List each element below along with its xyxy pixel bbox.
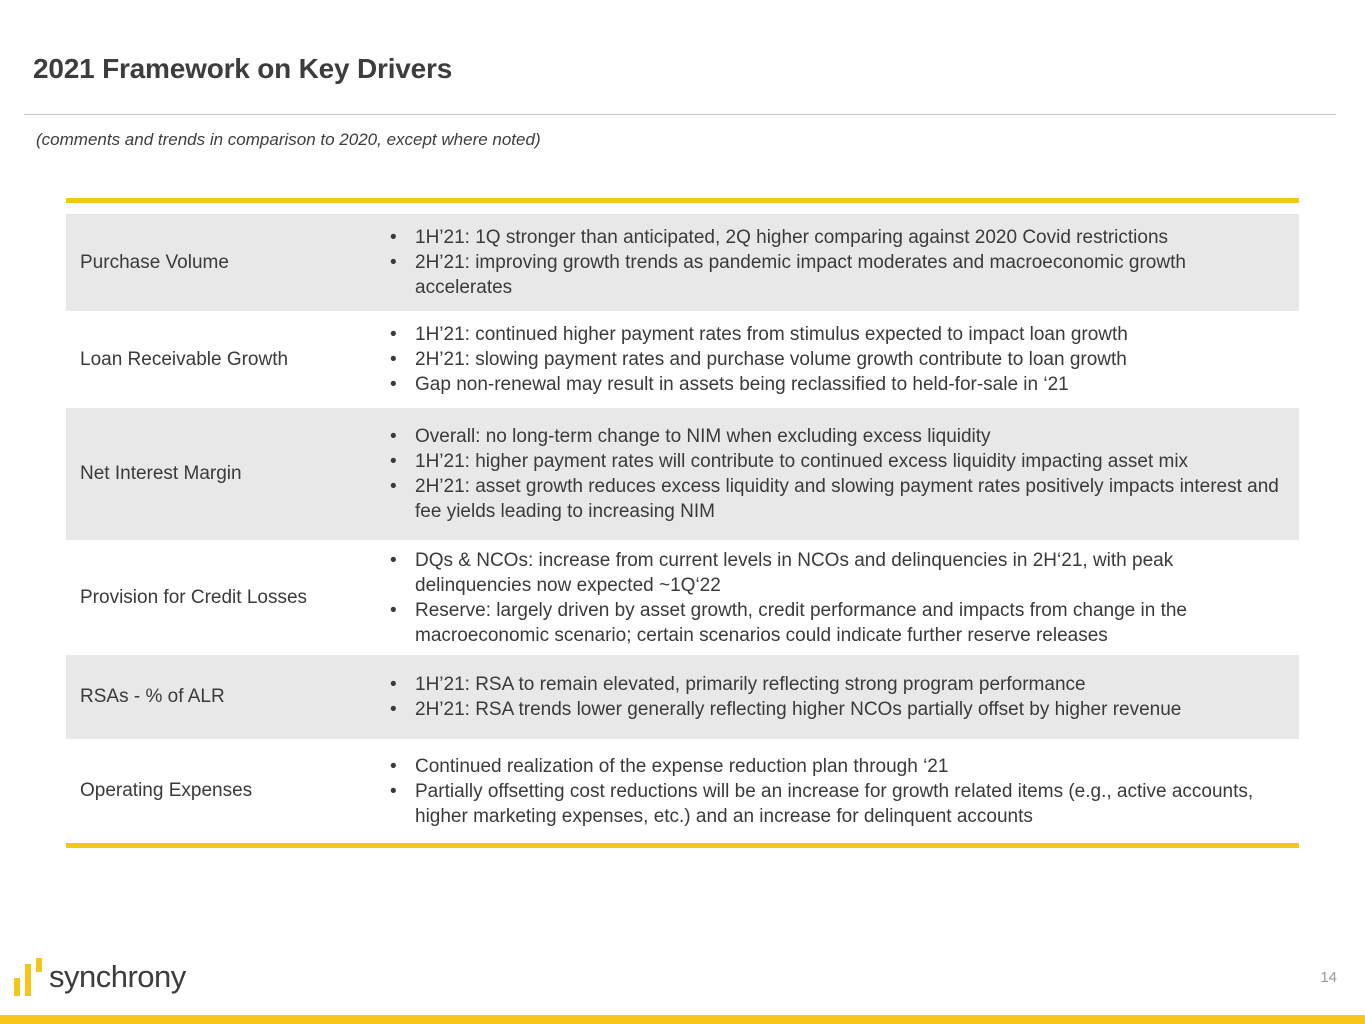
table-bottom-rule [66, 843, 1299, 848]
row-label: Operating Expenses [80, 780, 253, 801]
table-row-rsas [66, 655, 1299, 739]
table-row-operating-expenses [66, 739, 1299, 843]
table-row-purchase-volume [66, 214, 1299, 311]
row-bullets [382, 754, 1299, 829]
row-label: Purchase Volume [80, 251, 229, 273]
table-row-net-interest-margin [66, 408, 1299, 540]
bullet-item: • 1H’21: 1Q stronger than anticipated, 2Q higher comparing against 2020 Covid restrictions [382, 225, 1279, 250]
table-top-rule [66, 198, 1299, 203]
table-row-provision-credit-losses [66, 540, 1299, 655]
bullet-item: • DQs & NCOs: increase from current levels in NCOs and delinquencies in 2H‘21, with peak delinquencies now expected ~1Q‘22 [382, 548, 1279, 598]
bullet-item: • 2H’21: asset growth reduces excess liquidity and slowing payment rates positively impacts interest and fee yields leading to increasing NIM [382, 474, 1279, 524]
row-bullets [382, 322, 1299, 397]
table-row-loan-receivable-growth [66, 311, 1299, 408]
bullet-item: • 1H’21: continued higher payment rates from stimulus expected to impact loan growth [382, 322, 1279, 347]
logo-wordmark: synchrony [49, 959, 186, 994]
page-title: 2021 Framework on Key Drivers [33, 53, 453, 84]
bullet-item: • 2H’21: RSA trends lower generally reflecting higher NCOs partially offset by higher revenue [382, 697, 1279, 722]
row-bullets [382, 225, 1299, 300]
synchrony-logo [14, 958, 186, 996]
footer-band [0, 1015, 1365, 1024]
bullet-item: • 1H’21: RSA to remain elevated, primarily reflecting strong program performance [382, 672, 1279, 697]
row-label: Loan Receivable Growth [80, 348, 289, 370]
bullet-item: • 1H’21: higher payment rates will contribute to continued excess liquidity impacting asset mix [382, 449, 1279, 474]
bullet-item: • Reserve: largely driven by asset growth, credit performance and impacts from change in the macroeconomic scenario; certain scenarios could indicate further reserve releases [382, 598, 1279, 648]
bullet-item: • Gap non-renewal may result in assets being reclassified to held-for-sale in ‘21 [382, 372, 1279, 397]
row-label: Net Interest Margin [80, 463, 242, 484]
bullet-item: • 2H’21: slowing payment rates and purchase volume growth contribute to loan growth [382, 347, 1279, 372]
bullet-item: • 2H’21: improving growth trends as pandemic impact moderates and macroeconomic growth accelerates [382, 250, 1279, 300]
key-drivers-table [66, 198, 1299, 848]
row-bullets [382, 548, 1299, 648]
title-divider [24, 114, 1336, 115]
page-subtitle: (comments and trends in comparison to 2020, except where noted) [36, 130, 541, 149]
page-number: 14 [1320, 969, 1337, 986]
row-label: Provision for Credit Losses [80, 586, 308, 608]
logo-bars-icon [14, 958, 44, 996]
row-bullets [382, 672, 1299, 722]
bullet-item: • Partially offsetting cost reductions will be an increase for growth related items (e.g., active accounts, higher marketing expenses, etc.) and an increase for delinquent accounts [382, 779, 1279, 829]
row-bullets [382, 424, 1299, 524]
bullet-item: • Overall: no long-term change to NIM when excluding excess liquidity [382, 424, 1279, 449]
row-label: RSAs - % of ALR [80, 686, 225, 707]
bullet-item: • Continued realization of the expense reduction plan through ‘21 [382, 754, 1279, 779]
